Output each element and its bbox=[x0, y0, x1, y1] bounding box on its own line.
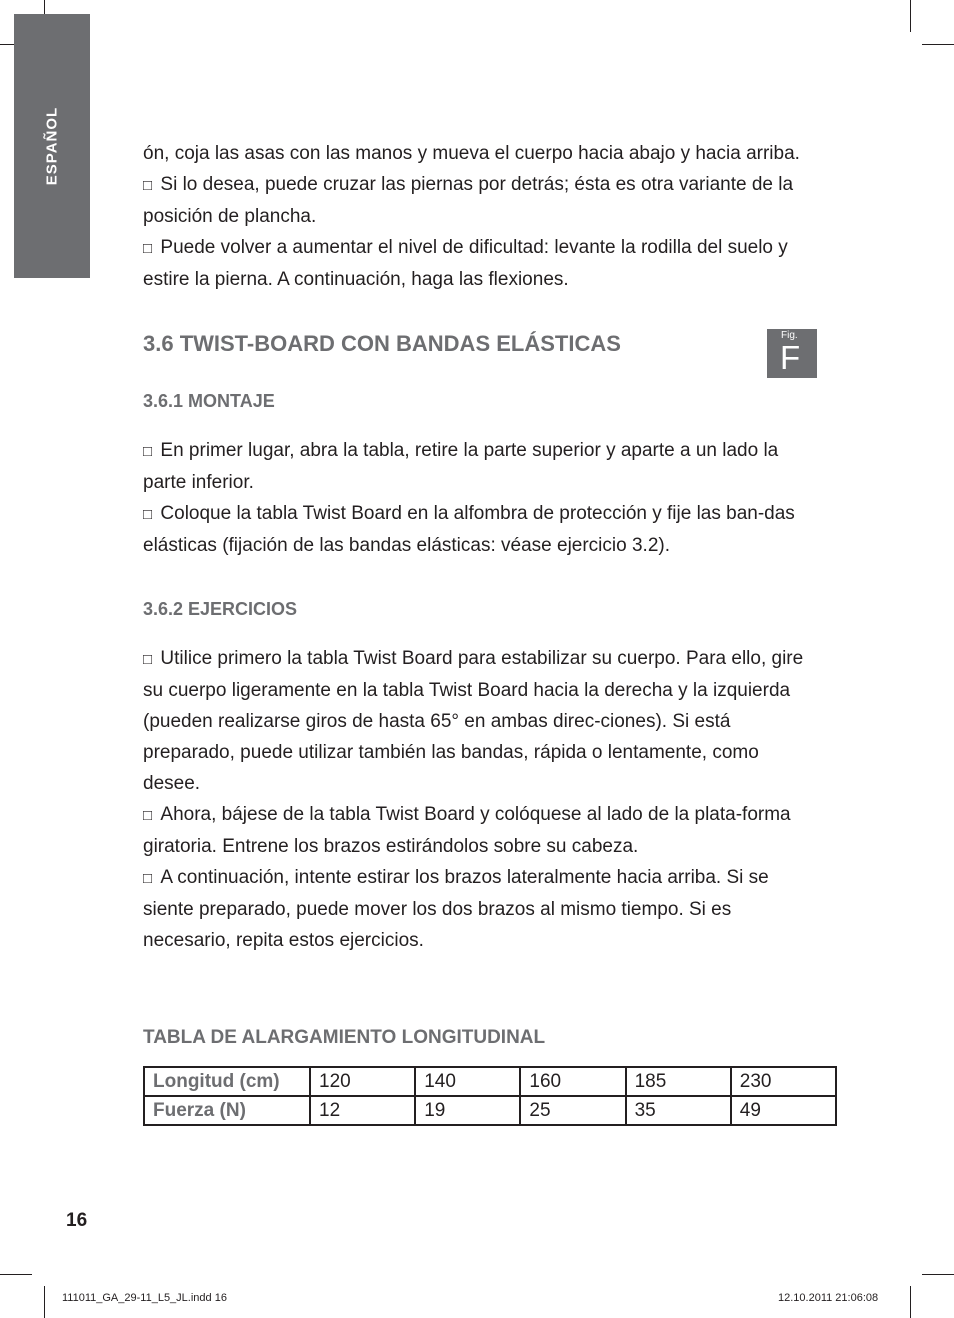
bullet-paragraph: □ Si lo desea, puede cruzar las piernas por detrás; ésta es otra variante de la posición de plancha. bbox=[143, 169, 818, 232]
table-cell: 12 bbox=[310, 1096, 415, 1125]
table-title: TABLA DE ALARGAMIENTO LONGITUDINAL bbox=[143, 1027, 546, 1048]
table-cell: 49 bbox=[731, 1096, 836, 1125]
table-cell: 25 bbox=[520, 1096, 625, 1125]
table-cell: 230 bbox=[731, 1067, 836, 1096]
bullet-paragraph: □ Utilice primero la tabla Twist Board para estabilizar su cuerpo. Para ello, gire su cuerpo ligeramente en la tabla Twist Board hacia la derecha y la izquierda (pueden realizarse giros de hasta 65° en ambas direc-ciones). Si está preparado, puede utilizar también las bandas, rápida o lentamente, como desee. bbox=[143, 643, 818, 799]
bullet-paragraph: □ Coloque la tabla Twist Board en la alfombra de protección y fije las ban-das elásticas (fijación de las bandas elásticas: véase ejercicio 3.2). bbox=[143, 498, 818, 561]
table-cell: 185 bbox=[626, 1067, 731, 1096]
fig-label: Fig. bbox=[781, 330, 798, 341]
fig-letter: F bbox=[780, 339, 801, 376]
language-tab bbox=[14, 14, 90, 278]
table-row bbox=[144, 1096, 836, 1125]
table-cell: 120 bbox=[310, 1067, 415, 1096]
row-header: Fuerza (N) bbox=[144, 1096, 310, 1125]
table-cell: 160 bbox=[520, 1067, 625, 1096]
table-cell: 35 bbox=[626, 1096, 731, 1125]
page-content bbox=[143, 138, 818, 1126]
bullet-paragraph: □ En primer lugar, abra la tabla, retire la parte superior y aparte a un lado la parte inferior. bbox=[143, 435, 818, 498]
slug-filename: 111011_GA_29-11_L5_JL.indd 16 bbox=[62, 1292, 227, 1304]
slug-timestamp: 12.10.2011 21:06:08 bbox=[778, 1292, 879, 1304]
language-tab-label: ESPAÑOL bbox=[43, 106, 61, 186]
paragraph: ón, coja las asas con las manos y mueva el cuerpo hacia abajo y hacia arriba. bbox=[143, 143, 800, 164]
page-number: 16 bbox=[66, 1210, 88, 1231]
elongation-table bbox=[143, 1066, 837, 1126]
crop-mark bbox=[0, 1274, 32, 1275]
table-cell: 140 bbox=[415, 1067, 520, 1096]
subsection-title: 3.6.1 MONTAJE bbox=[143, 391, 275, 411]
table-cell: 19 bbox=[415, 1096, 520, 1125]
crop-mark bbox=[910, 0, 911, 32]
bullet-paragraph: □ A continuación, intente estirar los brazos lateralmente hacia arriba. Si se siente preparado, puede mover los dos brazos al mismo tiempo. Si es necesario, repita estos ejercicios. bbox=[143, 862, 818, 956]
subsection-title: 3.6.2 EJERCICIOS bbox=[143, 599, 298, 619]
section-title: 3.6 TWIST-BOARD CON BANDAS ELÁSTICAS bbox=[143, 331, 621, 356]
row-header: Longitud (cm) bbox=[144, 1067, 310, 1096]
crop-mark bbox=[910, 1286, 911, 1318]
bullet-paragraph: □ Ahora, bájese de la tabla Twist Board y colóquese al lado de la plata-forma giratoria. Entrene los brazos estirándolos sobre su cabeza. bbox=[143, 799, 818, 862]
bullet-paragraph: □ Puede volver a aumentar el nivel de dificultad: levante la rodilla del suelo y estire la pierna. A continuación, haga las flexiones. bbox=[143, 232, 818, 295]
crop-mark bbox=[44, 1286, 45, 1318]
table-row bbox=[144, 1067, 836, 1096]
crop-mark bbox=[922, 1274, 954, 1275]
crop-mark bbox=[922, 44, 954, 45]
